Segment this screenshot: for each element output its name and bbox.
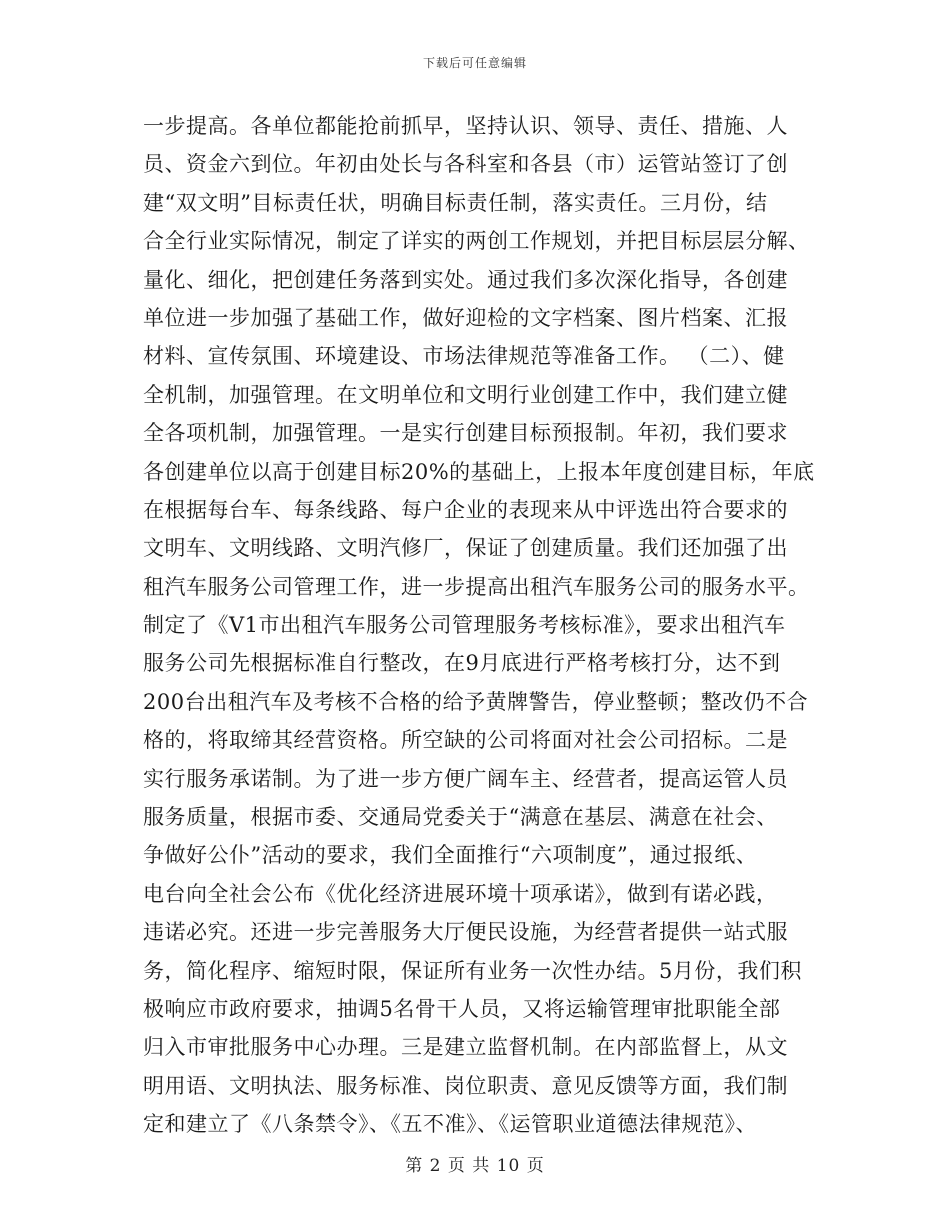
- body-line: 定和建立了《八条禁令》、《五不准》、《运管职业道德法律规范》、: [143, 1112, 757, 1137]
- body-line: 合全行业实际情况，制定了详实的两创工作规划，并把目标层层分解、: [143, 229, 810, 254]
- body-line: 实行服务承诺制。为了进一步方便广阔车主、经营者，提高运管人员: [143, 766, 788, 791]
- body-line: 各创建单位以高于创建目标20%的基础上，上报本年度创建目标，年底: [143, 459, 815, 484]
- body-line: 争做好公仆”活动的要求，我们全面推行“六项制度”，通过报纸、: [143, 843, 758, 868]
- body-line: 归入市审批服务中心办理。三是建立监督机制。在内部监督上，从文: [143, 1035, 788, 1060]
- body-line: 在根据每台车、每条线路、每户企业的表现来从中评选出符合要求的: [143, 497, 788, 522]
- body-line: 违诺必究。还进一步完善服务大厅便民设施，为经营者提供一站式服: [143, 920, 788, 945]
- body-line: 全机制，加强管理。在文明单位和文明行业创建工作中，我们建立健: [143, 382, 788, 407]
- body-line: 全各项机制，加强管理。一是实行创建目标预报制。年初，我们要求: [143, 421, 788, 446]
- page-header: 下载后可任意编辑: [422, 56, 527, 70]
- body-line: 量化、细化，把创建任务落到实处。通过我们多次深化指导，各创建: [143, 267, 788, 292]
- body-line: 服务质量，根据市委、交通局党委关于“满意在基层、满意在社会、: [143, 805, 778, 830]
- document-body: [143, 107, 815, 1144]
- body-line: 极响应市政府要求，抽调5名骨干人员，又将运输管理审批职能全部: [143, 996, 781, 1021]
- body-line: 格的，将取缔其经营资格。所空缺的公司将面对社会公司招标。二是: [143, 728, 788, 753]
- page-number: 第 2 页 共 10 页: [405, 1156, 545, 1176]
- body-line: 员、资金六到位。年初由处长与各科室和各县（市）运管站签订了创: [143, 152, 788, 177]
- body-line: 务，简化程序、缩短时限，保证所有业务一次性办结。5月份，我们积: [143, 958, 802, 983]
- body-line: 200台出租汽车及考核不合格的给予黄牌警告，停业整顿；整改仍不合: [143, 689, 809, 714]
- body-line: 服务公司先根据标准自行整改，在9月底进行严格考核打分，达不到: [143, 651, 781, 676]
- body-line: 建“双文明”目标责任状，明确目标责任制，落实责任。三月份，结: [143, 190, 768, 215]
- body-line: 文明车、文明线路、文明汽修厂，保证了创建质量。我们还加强了出: [143, 536, 788, 561]
- body-line: 明用语、文明执法、服务标准、岗位职责、意见反馈等方面，我们制: [143, 1073, 788, 1098]
- body-line: 单位进一步加强了基础工作，做好迎检的文字档案、图片档案、汇报: [143, 305, 788, 330]
- body-line: 材料、宣传氛围、环境建设、市场法律规范等准备工作。 （二）、健: [143, 344, 785, 369]
- body-line: 制定了《V1市出租汽车服务公司管理服务考核标准》，要求出租汽车: [143, 613, 786, 638]
- body-line: 电台向全社会公布《优化经济进展环境十项承诺》，做到有诺必践，: [143, 881, 778, 906]
- body-line: 租汽车服务公司管理工作，进一步提高出租汽车服务公司的服务水平。: [143, 574, 810, 599]
- body-line: 一步提高。各单位都能抢前抓早，坚持认识、领导、责任、措施、人: [143, 114, 788, 138]
